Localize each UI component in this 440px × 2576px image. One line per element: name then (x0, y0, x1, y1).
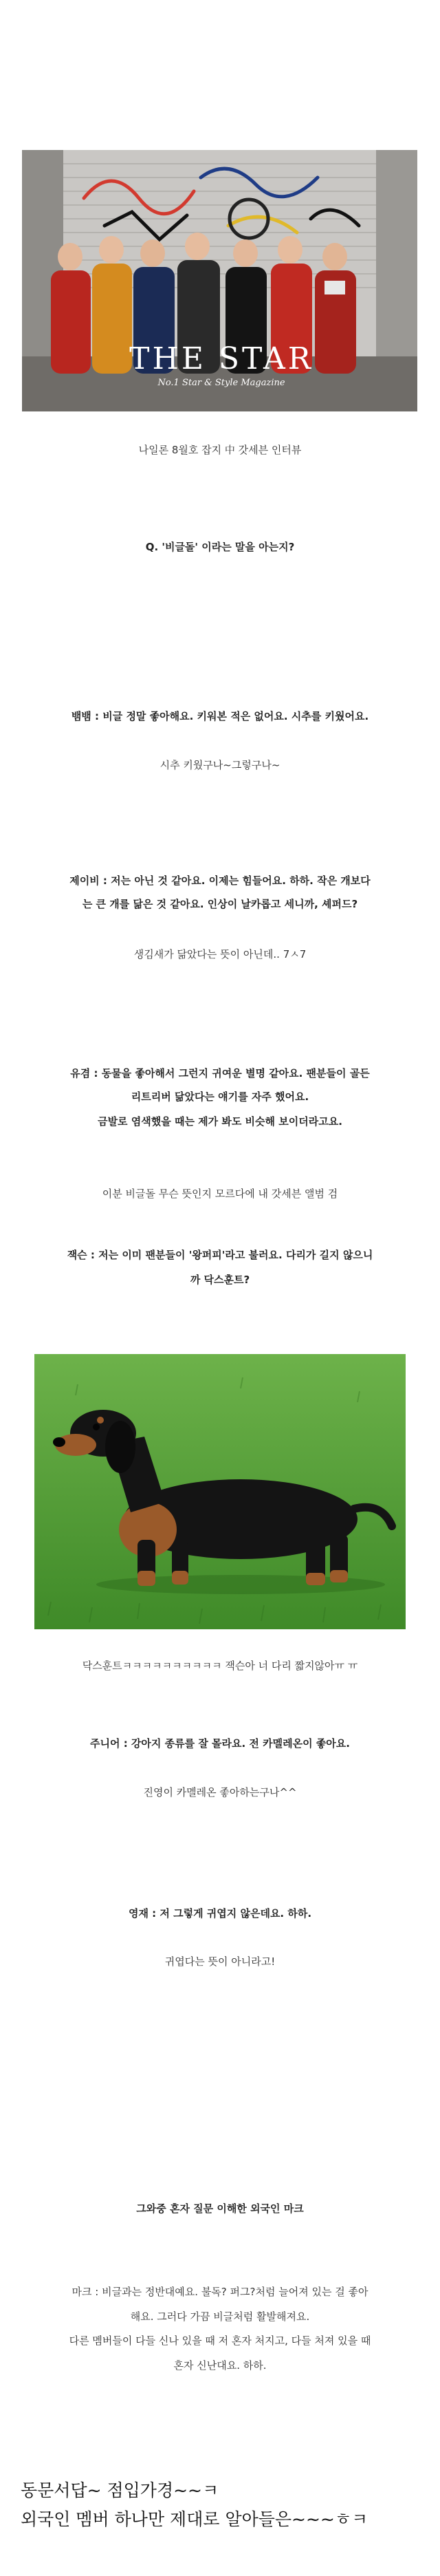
dachshund-illustration (34, 1354, 406, 1629)
junior-comment: 진영이 카멜레온 좋아하는구나^^ (143, 1786, 297, 1799)
yugyeom-answer-line1: 유겸 : 동물을 좋아해서 그런지 귀여운 별명 같아요. 팬분들이 골든 (70, 1067, 370, 1080)
mark-answer-line3: 다른 멤버들이 다들 신나 있을 때 저 혼자 처지고, 다들 처져 있을 때 (69, 2334, 371, 2347)
magazine-cover-photo (22, 150, 417, 411)
mark-heading: 그와중 혼자 질문 이해한 외국인 마크 (136, 2202, 304, 2215)
question-heading: Q. '비글돌' 이라는 말을 아는지? (145, 541, 295, 553)
youngjae-comment: 귀엽다는 뜻이 아니라고! (164, 1955, 276, 1968)
magazine-logo: THE STAR (129, 341, 314, 376)
footer-line2: 외국인 멤버 하나만 제대로 알아들은~~~ㅎㅋ (21, 2509, 368, 2529)
yugyeom-comment: 이분 비글돌 무슨 뜻인지 모르다에 내 갓세븐 앨범 검 (102, 1188, 338, 1200)
group-photo-illustration (22, 150, 417, 411)
jb-answer-line1: 제이비 : 저는 아닌 것 같아요. 이제는 힘들어요. 하하. 작은 개보다 (69, 874, 371, 887)
jackson-answer-line2: 까 닥스훈트? (190, 1274, 250, 1286)
jb-comment: 생김새가 닮았다는 뜻이 아닌데.. 7ㅅ7 (133, 948, 307, 960)
mark-answer-line1: 마크 : 비글과는 정반대예요. 불독? 퍼그?처럼 늘어져 있는 걸 좋아 (72, 2286, 368, 2298)
bambam-answer: 뱀뱀 : 비글 정말 좋아해요. 키워본 적은 없어요. 시추를 키웠어요. (71, 710, 369, 722)
dachshund-comment: 닥스훈트ㅋㅋㅋㅋㅋㅋㅋㅋㅋㅋ 잭슨아 너 다리 짧지않아ㅠ ㅠ (82, 1660, 358, 1672)
yugyeom-answer-line3: 금발로 염색했을 때는 제가 봐도 비슷해 보이더라고요. (98, 1115, 342, 1128)
jb-answer-line2: 는 큰 개를 닮은 것 같아요. 인상이 날카롭고 세니까, 셰퍼드? (82, 898, 358, 910)
bambam-comment: 시추 키웠구나~그렇구나~ (160, 759, 280, 771)
youngjae-answer: 영재 : 저 그렇게 귀엽지 않은데요. 하하. (128, 1907, 312, 1920)
interview-caption: 나일론 8월호 잡지 中 갓세븐 인터뷰 (138, 444, 302, 456)
mark-answer-line2: 해요. 그러다 가끔 비글처럼 활발해져요. (130, 2310, 310, 2323)
mark-answer-line4: 혼자 신난대요. 하하. (173, 2359, 267, 2372)
dachshund-photo (34, 1354, 406, 1629)
jackson-answer-line1: 잭슨 : 저는 이미 팬분들이 '왕퍼피'라고 불러요. 다리가 길지 않으니 (67, 1249, 373, 1261)
yugyeom-answer-line2: 리트리버 닮았다는 얘기를 자주 했어요. (131, 1091, 309, 1103)
footer-line1: 동문서답~ 점입가경~~ㅋ (21, 2480, 219, 2500)
magazine-tagline: No.1 Star & Style Magazine (157, 378, 285, 388)
junior-answer: 주니어 : 강아지 종류를 잘 몰라요. 전 카멜레온이 좋아요. (90, 1737, 350, 1750)
